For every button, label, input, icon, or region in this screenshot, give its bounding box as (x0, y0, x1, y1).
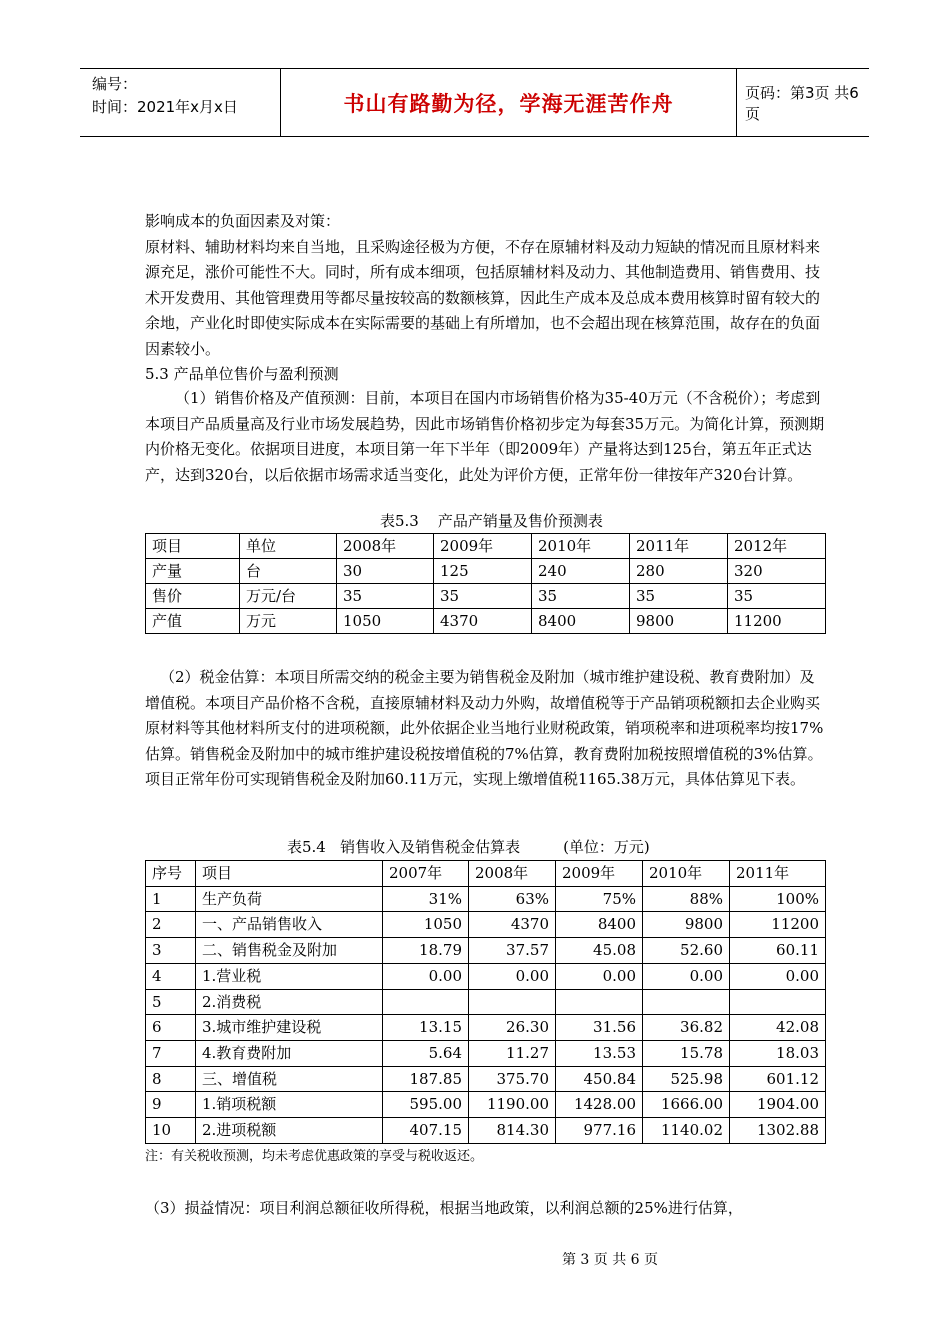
table-cell: 5.64 (383, 1040, 469, 1066)
table-cell: 1.销项税额 (196, 1092, 383, 1118)
table-cell: 18.03 (730, 1040, 826, 1066)
table-row (146, 1118, 826, 1144)
table-cell: 1 (146, 886, 196, 912)
table-cell: 生产负荷 (196, 886, 383, 912)
table-cell: 2.进项税额 (196, 1118, 383, 1144)
table-cell: 525.98 (643, 1066, 730, 1092)
table-cell (730, 989, 826, 1015)
doc-date-label: 时间：2021年x月x日 (92, 98, 238, 116)
table-cell: 4 (146, 963, 196, 989)
table-cell: 0.00 (556, 963, 643, 989)
table-cell: 8 (146, 1066, 196, 1092)
table-cell: 二、销售税金及附加 (196, 938, 383, 964)
table-cell: 30 (337, 559, 434, 584)
table-cell: 10 (146, 1118, 196, 1144)
table-cell: 6 (146, 1015, 196, 1041)
page-header (80, 68, 869, 137)
table-cell: 187.85 (383, 1066, 469, 1092)
table-cell: 35 (728, 584, 826, 609)
table-cell: 35 (532, 584, 630, 609)
table-cell: 售价 (146, 584, 240, 609)
table-header-cell: 2011年 (630, 534, 728, 559)
table-53 (145, 533, 826, 634)
table-cell: 2 (146, 912, 196, 938)
table-cell: 1302.88 (730, 1118, 826, 1144)
table53-body (146, 534, 826, 634)
table-cell: 1050 (337, 609, 434, 634)
table-row (146, 609, 826, 634)
table54-note: 注：有关税收预测，均未考虑优惠政策的享受与税收返还。 (145, 1149, 484, 1164)
table-cell: 601.12 (730, 1066, 826, 1092)
table-cell: 26.30 (469, 1015, 556, 1041)
table-header-cell: 2011年 (730, 861, 826, 887)
table-cell (469, 989, 556, 1015)
table-header-row (146, 861, 826, 887)
table-row (146, 1040, 826, 1066)
table-row (146, 559, 826, 584)
table-cell: 100% (730, 886, 826, 912)
table-header-cell: 单位 (240, 534, 337, 559)
table-row (146, 1092, 826, 1118)
table-cell: 8400 (532, 609, 630, 634)
table-cell: 5 (146, 989, 196, 1015)
table-cell: 45.08 (556, 938, 643, 964)
table-cell: 产量 (146, 559, 240, 584)
table-cell: 4370 (434, 609, 532, 634)
table-cell: 814.30 (469, 1118, 556, 1144)
table-row (146, 963, 826, 989)
table-header-cell: 项目 (196, 861, 383, 887)
cost-factors-title: 影响成本的负面因素及对策： (145, 212, 341, 230)
table-cell: 4370 (469, 912, 556, 938)
table-54 (145, 860, 826, 1144)
table-cell: 52.60 (643, 938, 730, 964)
table-cell: 60.11 (730, 938, 826, 964)
table-cell: 4.教育费附加 (196, 1040, 383, 1066)
table-cell: 1904.00 (730, 1092, 826, 1118)
table-cell: 9800 (630, 609, 728, 634)
table-cell: 台 (240, 559, 337, 584)
table-header-cell: 2009年 (434, 534, 532, 559)
table-cell: 280 (630, 559, 728, 584)
table-row (146, 886, 826, 912)
doc-code-label: 编号： (92, 75, 138, 93)
table-cell: 977.16 (556, 1118, 643, 1144)
table-header-cell: 项目 (146, 534, 240, 559)
table-cell: 35 (434, 584, 532, 609)
table54-body (146, 861, 826, 1144)
table-cell (556, 989, 643, 1015)
table-cell: 8400 (556, 912, 643, 938)
table-cell: 1050 (383, 912, 469, 938)
table-cell: 9800 (643, 912, 730, 938)
table-cell: 0.00 (730, 963, 826, 989)
table53-caption: 表5.3 产品产销量及售价预测表 (380, 512, 603, 530)
paragraph-tax-estimate: （2）税金估算：本项目所需交纳的税金主要为销售税金及附加（城市维护建设税、教育费附加）及增值税。本项目产品价格不含税，直接原辅材料及动力外购，故增值税等于产品销项税额扣去企业购买原材料等其他材料所支付的进项税额，此外依据企业当地行业财税政策，销项税率和进项税率均按17%估算。销售税金及附加中的城市维护建设税按增值税的7%估算，教育费附加税按照增值税的3%估算。项目正常年份可实现销售税金及附加60.11万元，实现上缴增值税1165.38万元，具体估算见下表。 (145, 668, 824, 788)
table-cell: 42.08 (730, 1015, 826, 1041)
table-cell: 9 (146, 1092, 196, 1118)
table-header-cell: 2012年 (728, 534, 826, 559)
table-cell: 35 (630, 584, 728, 609)
page-footer: 第 3 页 共 6 页 (561, 1252, 659, 1268)
table-cell: 3 (146, 938, 196, 964)
table-cell: 1.营业税 (196, 963, 383, 989)
table-cell: 75% (556, 886, 643, 912)
table-cell: 2.消费税 (196, 989, 383, 1015)
table-row (146, 1066, 826, 1092)
table-cell: 240 (532, 559, 630, 584)
table-cell: 88% (643, 886, 730, 912)
table-cell (383, 989, 469, 1015)
table-cell: 3.城市维护建设税 (196, 1015, 383, 1041)
table-cell: 1428.00 (556, 1092, 643, 1118)
table-cell: 一、产品销售收入 (196, 912, 383, 938)
table-cell: 450.84 (556, 1066, 643, 1092)
table-cell: 0.00 (643, 963, 730, 989)
header-left (92, 73, 238, 119)
table-header-cell: 2010年 (643, 861, 730, 887)
table-cell: 7 (146, 1040, 196, 1066)
table-cell: 13.53 (556, 1040, 643, 1066)
table-cell (643, 989, 730, 1015)
table-cell: 万元/台 (240, 584, 337, 609)
table-cell: 11200 (730, 912, 826, 938)
section-heading: 5.3 产品单位售价与盈利预测 (145, 365, 339, 383)
header-page-label: 页码：第3页 共6页 (745, 83, 859, 123)
table-header-cell: 序号 (146, 861, 196, 887)
paragraph-price-forecast: （1）销售价格及产值预测：目前，本项目在国内市场销售价格为35-40万元（不含税价）；考虑到本项目产品质量高及行业市场发展趋势，因此市场销售价格初步定为每套35万元。为简化计算，预测期内价格无变化。依据项目进度，本项目第一年下半年（即2009年）产量将达到125台，第五年正式达产，达到320台，以后依据市场需求适当变化，此处为评价方便，正常年份一律按年产320台计算。 (145, 389, 825, 484)
table-cell: 63% (469, 886, 556, 912)
table-cell: 31% (383, 886, 469, 912)
table-cell: 13.15 (383, 1015, 469, 1041)
table-cell: 35 (337, 584, 434, 609)
header-motto: 书山有路勤为径，学海无涯苦作舟 (280, 69, 737, 136)
table-header-cell: 2009年 (556, 861, 643, 887)
table-header-cell: 2008年 (469, 861, 556, 887)
table-cell: 125 (434, 559, 532, 584)
table54-caption: 表5.4 销售收入及销售税金估算表 (单位：万元) (287, 838, 650, 856)
table-header-row (146, 534, 826, 559)
table-cell: 三、增值税 (196, 1066, 383, 1092)
table-header-cell: 2008年 (337, 534, 434, 559)
table-cell: 375.70 (469, 1066, 556, 1092)
table-row (146, 584, 826, 609)
table-cell: 万元 (240, 609, 337, 634)
table-cell: 11.27 (469, 1040, 556, 1066)
table-row (146, 938, 826, 964)
table-cell: 15.78 (643, 1040, 730, 1066)
table-cell: 31.56 (556, 1015, 643, 1041)
table-cell: 37.57 (469, 938, 556, 964)
table-cell: 产值 (146, 609, 240, 634)
table-cell: 1666.00 (643, 1092, 730, 1118)
paragraph-profit-loss: （3）损益情况：项目利润总额征收所得税，根据当地政策，以利润总额的25%进行估算， (145, 1199, 743, 1217)
table-header-cell: 2007年 (383, 861, 469, 887)
table-cell: 11200 (728, 609, 826, 634)
table-cell: 320 (728, 559, 826, 584)
table-cell: 18.79 (383, 938, 469, 964)
table-cell: 1190.00 (469, 1092, 556, 1118)
table-cell: 36.82 (643, 1015, 730, 1041)
cost-factors-text: 原材料、辅助材料均来自当地，且采购途径极为方便，不存在原辅材料及动力短缺的情况而且原材料来源充足，涨价可能性不大。同时，所有成本细项，包括原辅材料及动力、其他制造费用、销售费用、技术开发费用、其他管理费用等都尽量按较高的数额核算，因此生产成本及总成本费用核算时留有较大的余地，产业化时即使实际成本在实际需要的基础上有所增加，也不会超出现在核算范围，故存在的负面因素较小。 (145, 237, 821, 358)
table-row (146, 989, 826, 1015)
table-cell: 595.00 (383, 1092, 469, 1118)
table-cell: 407.15 (383, 1118, 469, 1144)
table-cell: 0.00 (469, 963, 556, 989)
table-header-cell: 2010年 (532, 534, 630, 559)
table-cell: 1140.02 (643, 1118, 730, 1144)
table-row (146, 1015, 826, 1041)
table-cell: 0.00 (383, 963, 469, 989)
paragraph-cost-factors (145, 209, 825, 388)
table-row (146, 912, 826, 938)
